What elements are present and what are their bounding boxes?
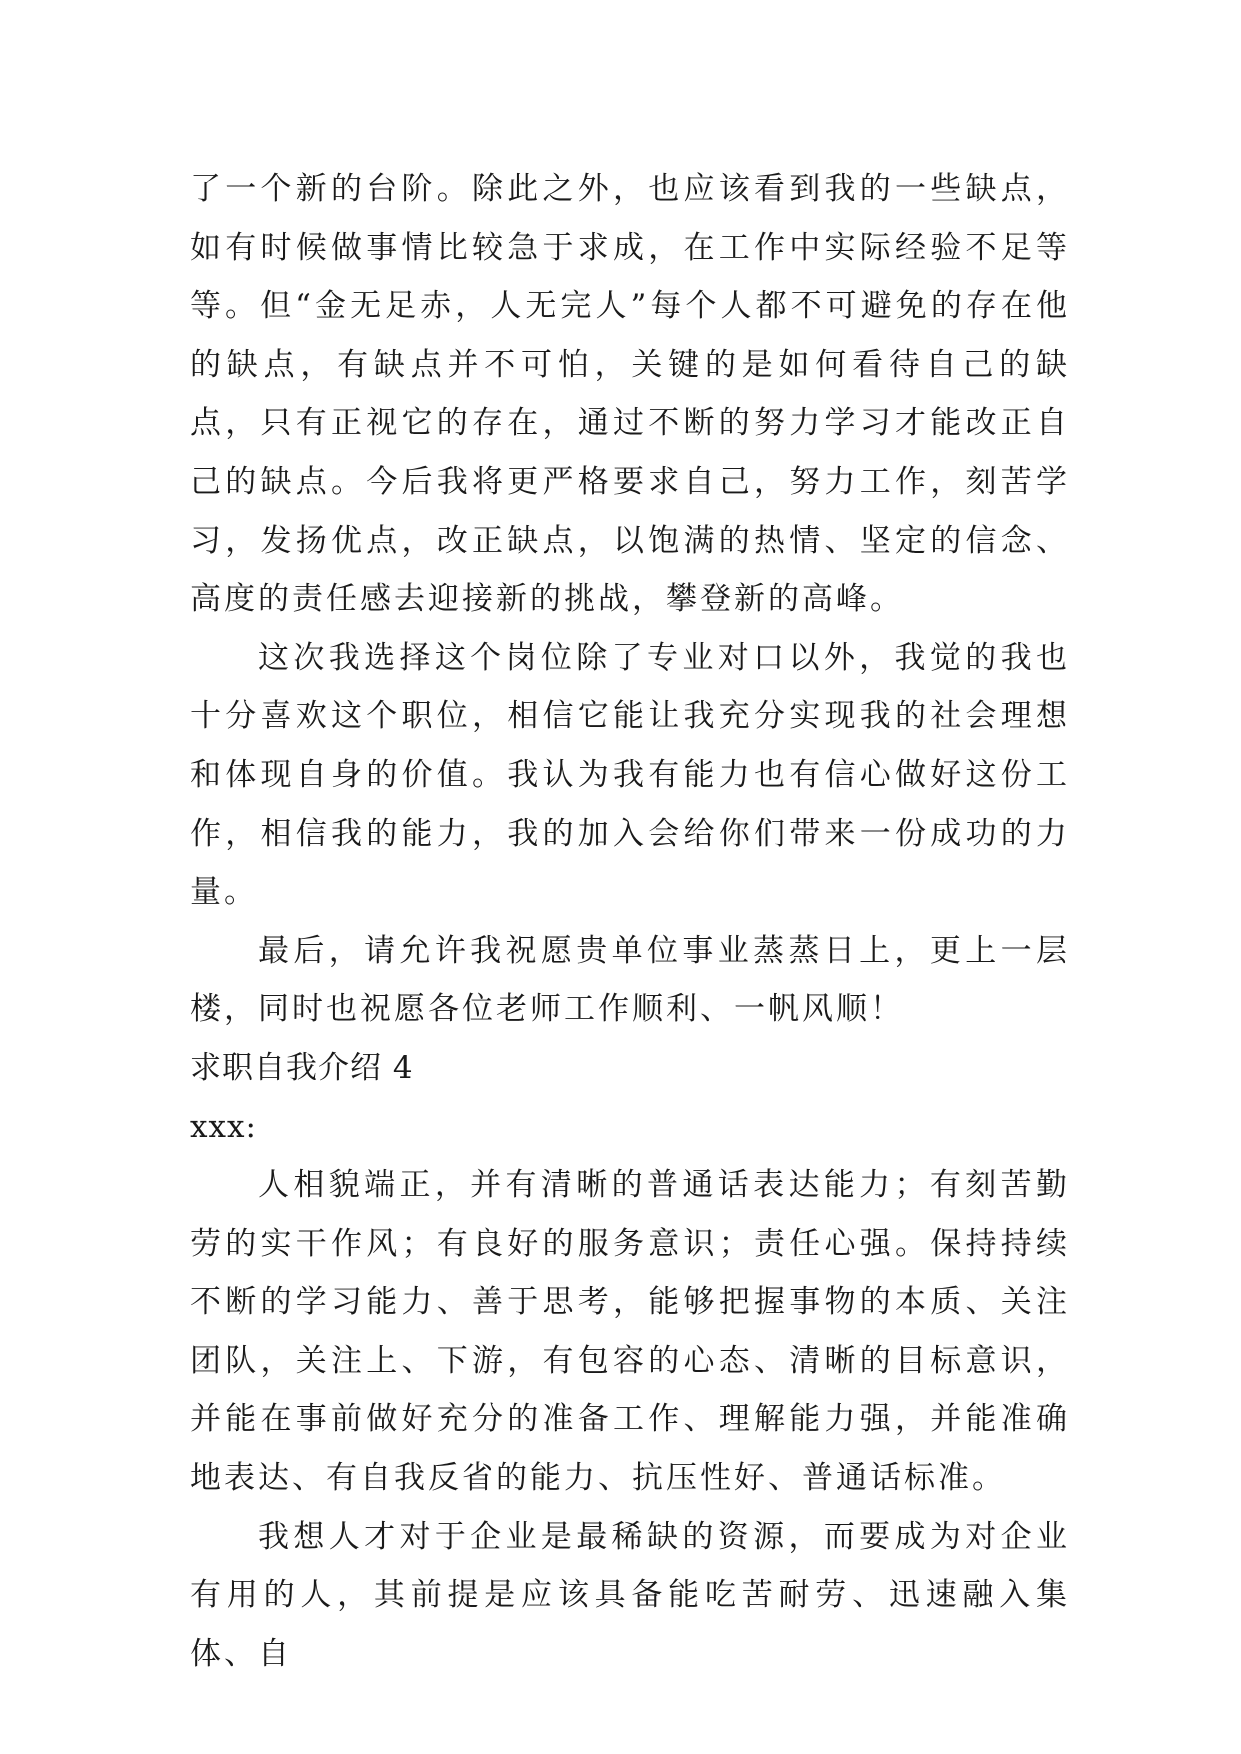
body-paragraph-3: 最后，请允许我祝愿贵单位事业蒸蒸日上，更上一层楼，同时也祝愿各位老师工作顺利、一帆风顺！	[190, 932, 1070, 1028]
document-body	[190, 160, 1070, 1683]
section-title: 求职自我介绍 4	[190, 1049, 414, 1086]
salutation: xxx:	[190, 1108, 257, 1145]
section-paragraph-2: 我想人才对于企业是最稀缺的资源，而要成为对企业有用的人，其前提是应该具备能吃苦耐劳、迅速融入集体、自	[190, 1518, 1070, 1672]
section-paragraph-1: 人相貌端正，并有清晰的普通话表达能力；有刻苦勤劳的实干作风；有良好的服务意识；责任心强。保持持续不断的学习能力、善于思考，能够把握事物的本质、关注团队，关注上、下游，有包容的心态、清晰的目标意识，并能在事前做好充分的准备工作、理解能力强，并能准确地表达、有自我反省的能力、抗压性好、普通话标准。	[190, 1167, 1070, 1497]
body-paragraph-1: 了一个新的台阶。除此之外，也应该看到我的一些缺点，如有时候做事情比较急于求成，在工作中实际经验不足等等。但“金无足赤，人无完人”每个人都不可避免的存在他的缺点，有缺点并不可怕，关键的是如何看待自己的缺点，只有正视它的存在，通过不断的努力学习才能改正自己的缺点。今后我将更严格要求自己，努力工作，刻苦学习，发扬优点，改正缺点，以饱满的热情、坚定的信念、高度的责任感去迎接新的挑战，攀登新的高峰。	[190, 171, 1070, 618]
body-paragraph-2: 这次我选择这个岗位除了专业对口以外，我觉的我也十分喜欢这个职位，相信它能让我充分实现我的社会理想和体现自身的价值。我认为我有能力也有信心做好这份工作，相信我的能力，我的加入会给你们带来一份成功的力量。	[190, 639, 1070, 911]
